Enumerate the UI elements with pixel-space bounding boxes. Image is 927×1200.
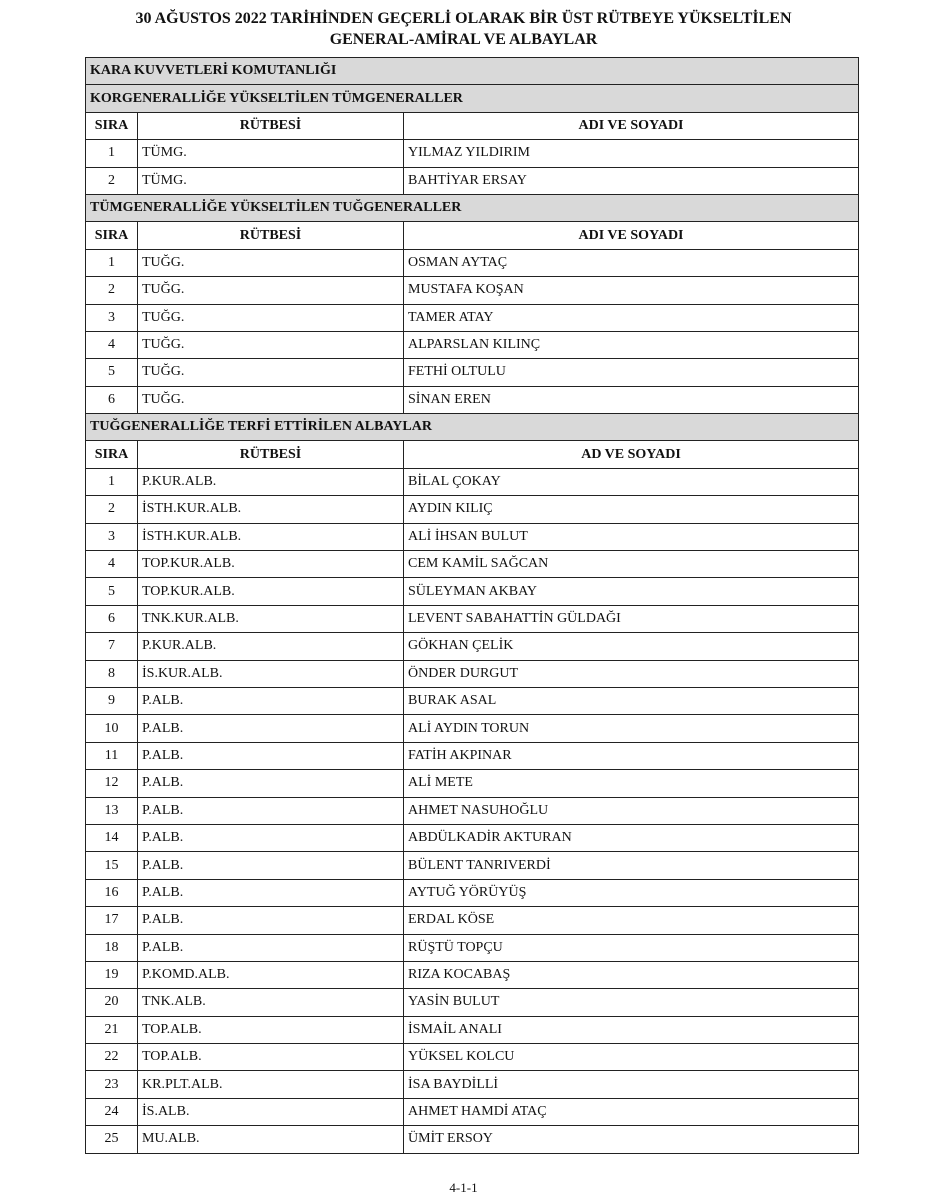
cell-sira: 1 <box>86 468 138 495</box>
cell-sira: 6 <box>86 386 138 413</box>
cell-rutbe: TNK.ALB. <box>138 989 404 1016</box>
cell-rutbe: P.ALB. <box>138 934 404 961</box>
cell-rutbe: P.ALB. <box>138 879 404 906</box>
cell-sira: 17 <box>86 907 138 934</box>
section-header-row <box>86 414 859 441</box>
cell-ad-soyad: İSMAİL ANALI <box>404 1016 859 1043</box>
table-row <box>86 331 859 358</box>
command-title: KARA KUVVETLERİ KOMUTANLIĞI <box>86 58 859 85</box>
cell-ad-soyad: SİNAN EREN <box>404 386 859 413</box>
cell-sira: 1 <box>86 140 138 167</box>
cell-sira: 6 <box>86 605 138 632</box>
cell-rutbe: TOP.ALB. <box>138 1016 404 1043</box>
table-row <box>86 496 859 523</box>
cell-sira: 22 <box>86 1044 138 1071</box>
cell-sira: 8 <box>86 660 138 687</box>
cell-sira: 5 <box>86 578 138 605</box>
cell-sira: 14 <box>86 824 138 851</box>
cell-sira: 3 <box>86 304 138 331</box>
cell-ad-soyad: AYDIN KILIÇ <box>404 496 859 523</box>
cell-rutbe: TUĞG. <box>138 249 404 276</box>
table-row <box>86 1098 859 1125</box>
table-row <box>86 770 859 797</box>
cell-rutbe: P.ALB. <box>138 687 404 714</box>
cell-rutbe: TOP.ALB. <box>138 1044 404 1071</box>
table-row <box>86 633 859 660</box>
cell-rutbe: TUĞG. <box>138 331 404 358</box>
column-header-sira: SIRA <box>86 441 138 468</box>
cell-ad-soyad: YÜKSEL KOLCU <box>404 1044 859 1071</box>
cell-ad-soyad: AYTUĞ YÖRÜYÜŞ <box>404 879 859 906</box>
cell-sira: 20 <box>86 989 138 1016</box>
cell-ad-soyad: GÖKHAN ÇELİK <box>404 633 859 660</box>
table-row <box>86 797 859 824</box>
column-header-rutbe: RÜTBESİ <box>138 441 404 468</box>
table-row <box>86 1016 859 1043</box>
column-header-row <box>86 112 859 139</box>
cell-rutbe: İSTH.KUR.ALB. <box>138 496 404 523</box>
table-row <box>86 961 859 988</box>
cell-sira: 2 <box>86 167 138 194</box>
table-row <box>86 687 859 714</box>
section-title: KORGENERALLİĞE YÜKSELTİLEN TÜMGENERALLER <box>86 85 859 112</box>
cell-rutbe: TUĞG. <box>138 386 404 413</box>
table-row <box>86 907 859 934</box>
cell-sira: 7 <box>86 633 138 660</box>
title-line-1: 30 AĞUSTOS 2022 TARİHİNDEN GEÇERLİ OLARAK BİR ÜST RÜTBEYE YÜKSELTİLEN <box>135 10 792 27</box>
cell-sira: 24 <box>86 1098 138 1125</box>
cell-rutbe: TOP.KUR.ALB. <box>138 578 404 605</box>
cell-ad-soyad: BİLAL ÇOKAY <box>404 468 859 495</box>
cell-ad-soyad: YASİN BULUT <box>404 989 859 1016</box>
cell-ad-soyad: SÜLEYMAN AKBAY <box>404 578 859 605</box>
column-header-row <box>86 222 859 249</box>
cell-rutbe: P.ALB. <box>138 770 404 797</box>
column-header-row <box>86 441 859 468</box>
table-row <box>86 359 859 386</box>
table-row <box>86 989 859 1016</box>
cell-ad-soyad: FETHİ OLTULU <box>404 359 859 386</box>
command-row <box>86 58 859 85</box>
cell-sira: 19 <box>86 961 138 988</box>
table-row <box>86 277 859 304</box>
cell-ad-soyad: ALİ AYDIN TORUN <box>404 715 859 742</box>
cell-ad-soyad: BAHTİYAR ERSAY <box>404 167 859 194</box>
cell-rutbe: P.KOMD.ALB. <box>138 961 404 988</box>
cell-rutbe: İSTH.KUR.ALB. <box>138 523 404 550</box>
table-row <box>86 468 859 495</box>
document-title <box>0 8 927 50</box>
cell-ad-soyad: ÜMİT ERSOY <box>404 1126 859 1153</box>
promotions-table <box>85 57 859 1154</box>
table-row <box>86 742 859 769</box>
cell-sira: 13 <box>86 797 138 824</box>
cell-sira: 23 <box>86 1071 138 1098</box>
table-row <box>86 523 859 550</box>
cell-rutbe: P.ALB. <box>138 907 404 934</box>
table-row <box>86 1071 859 1098</box>
cell-sira: 11 <box>86 742 138 769</box>
cell-sira: 15 <box>86 852 138 879</box>
column-header-rutbe: RÜTBESİ <box>138 112 404 139</box>
cell-ad-soyad: ÖNDER DURGUT <box>404 660 859 687</box>
table-row <box>86 304 859 331</box>
cell-rutbe: TUĞG. <box>138 304 404 331</box>
title-line-2: GENERAL-AMİRAL VE ALBAYLAR <box>329 31 598 48</box>
table-row <box>86 660 859 687</box>
cell-rutbe: TÜMG. <box>138 167 404 194</box>
cell-sira: 2 <box>86 277 138 304</box>
section-title: TUĞGENERALLİĞE TERFİ ETTİRİLEN ALBAYLAR <box>86 414 859 441</box>
cell-rutbe: TOP.KUR.ALB. <box>138 551 404 578</box>
column-header-sira: SIRA <box>86 112 138 139</box>
table-row <box>86 605 859 632</box>
column-header-rutbe: RÜTBESİ <box>138 222 404 249</box>
cell-sira: 1 <box>86 249 138 276</box>
cell-ad-soyad: ALİ METE <box>404 770 859 797</box>
cell-sira: 12 <box>86 770 138 797</box>
promotions-table-body <box>86 58 859 1154</box>
table-row <box>86 879 859 906</box>
cell-sira: 21 <box>86 1016 138 1043</box>
table-row <box>86 167 859 194</box>
cell-ad-soyad: CEM KAMİL SAĞCAN <box>404 551 859 578</box>
cell-sira: 25 <box>86 1126 138 1153</box>
table-row <box>86 386 859 413</box>
cell-sira: 16 <box>86 879 138 906</box>
table-row <box>86 551 859 578</box>
table-row <box>86 1044 859 1071</box>
cell-ad-soyad: İSA BAYDİLLİ <box>404 1071 859 1098</box>
cell-ad-soyad: ERDAL KÖSE <box>404 907 859 934</box>
column-header-ad-soyad: ADI VE SOYADI <box>404 222 859 249</box>
table-row <box>86 578 859 605</box>
cell-rutbe: TUĞG. <box>138 277 404 304</box>
cell-rutbe: P.ALB. <box>138 824 404 851</box>
cell-sira: 10 <box>86 715 138 742</box>
cell-ad-soyad: MUSTAFA KOŞAN <box>404 277 859 304</box>
cell-sira: 4 <box>86 331 138 358</box>
cell-ad-soyad: ALİ İHSAN BULUT <box>404 523 859 550</box>
table-row <box>86 715 859 742</box>
cell-ad-soyad: ALPARSLAN KILINÇ <box>404 331 859 358</box>
cell-ad-soyad: OSMAN AYTAÇ <box>404 249 859 276</box>
table-row <box>86 852 859 879</box>
cell-rutbe: TNK.KUR.ALB. <box>138 605 404 632</box>
cell-rutbe: TUĞG. <box>138 359 404 386</box>
column-header-ad-soyad: ADI VE SOYADI <box>404 112 859 139</box>
table-row <box>86 934 859 961</box>
column-header-sira: SIRA <box>86 222 138 249</box>
section-header-row <box>86 85 859 112</box>
page-number: 4-1-1 <box>449 1180 478 1195</box>
cell-ad-soyad: BURAK ASAL <box>404 687 859 714</box>
cell-ad-soyad: RÜŞTÜ TOPÇU <box>404 934 859 961</box>
cell-sira: 3 <box>86 523 138 550</box>
cell-sira: 5 <box>86 359 138 386</box>
cell-sira: 4 <box>86 551 138 578</box>
cell-rutbe: İS.ALB. <box>138 1098 404 1125</box>
cell-ad-soyad: ABDÜLKADİR AKTURAN <box>404 824 859 851</box>
cell-ad-soyad: AHMET HAMDİ ATAÇ <box>404 1098 859 1125</box>
table-row <box>86 824 859 851</box>
cell-ad-soyad: AHMET NASUHOĞLU <box>404 797 859 824</box>
cell-sira: 2 <box>86 496 138 523</box>
section-header-row <box>86 194 859 221</box>
cell-rutbe: MU.ALB. <box>138 1126 404 1153</box>
table-row <box>86 1126 859 1153</box>
cell-rutbe: P.ALB. <box>138 742 404 769</box>
cell-ad-soyad: BÜLENT TANRIVERDİ <box>404 852 859 879</box>
cell-rutbe: P.KUR.ALB. <box>138 468 404 495</box>
cell-ad-soyad: FATİH AKPINAR <box>404 742 859 769</box>
cell-rutbe: P.ALB. <box>138 797 404 824</box>
cell-ad-soyad: YILMAZ YILDIRIM <box>404 140 859 167</box>
cell-ad-soyad: LEVENT SABAHATTİN GÜLDAĞI <box>404 605 859 632</box>
section-title: TÜMGENERALLİĞE YÜKSELTİLEN TUĞGENERALLER <box>86 194 859 221</box>
cell-sira: 18 <box>86 934 138 961</box>
column-header-ad-soyad: AD VE SOYADI <box>404 441 859 468</box>
cell-sira: 9 <box>86 687 138 714</box>
cell-ad-soyad: RIZA KOCABAŞ <box>404 961 859 988</box>
cell-rutbe: TÜMG. <box>138 140 404 167</box>
table-row <box>86 249 859 276</box>
cell-ad-soyad: TAMER ATAY <box>404 304 859 331</box>
cell-rutbe: KR.PLT.ALB. <box>138 1071 404 1098</box>
cell-rutbe: İS.KUR.ALB. <box>138 660 404 687</box>
cell-rutbe: P.KUR.ALB. <box>138 633 404 660</box>
table-row <box>86 140 859 167</box>
cell-rutbe: P.ALB. <box>138 715 404 742</box>
cell-rutbe: P.ALB. <box>138 852 404 879</box>
